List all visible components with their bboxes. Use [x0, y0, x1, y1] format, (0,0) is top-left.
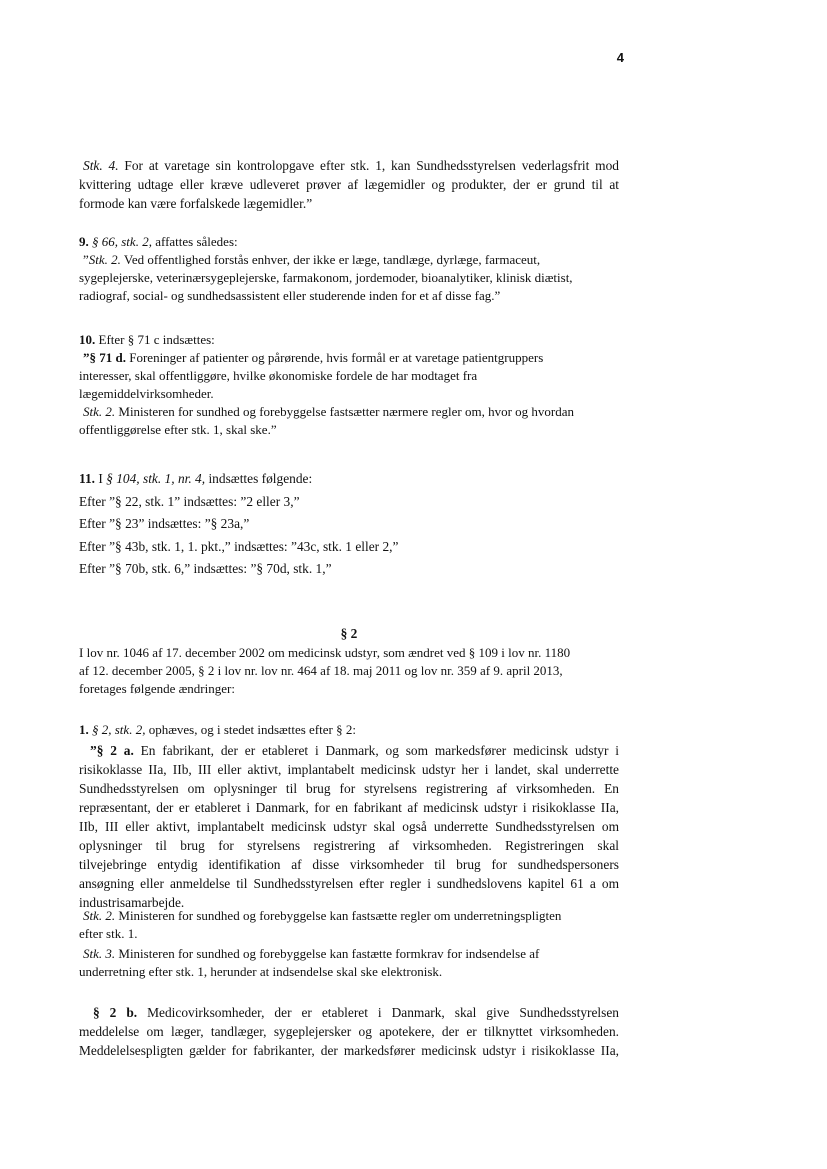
item-11-intro: indsættes følgende: — [205, 471, 313, 486]
s2a-line-3: Sundhedsstyrelsen om oplysninger til brug for styrelsens registrering af virksomheden. En — [79, 781, 619, 796]
item-9-line-2: sygeplejerske, veterinærsygeplejerske, farmakonom, jordemoder, bioanalytiker, klinisk diætist, — [79, 270, 573, 285]
s2a-line-6: oplysninger til brug for styrelsens registrering af virksomheden. Registreringen skal — [79, 838, 619, 853]
s2a-label: ”§ 2 a. — [90, 743, 134, 758]
item-11-line-1: Efter ”§ 22, stk. 1” indsættes: ”2 eller 3,” — [79, 493, 300, 509]
s2a-line-1: En fabrikant, der er etableret i Danmark, og som markedsfører medicinsk udstyr i — [133, 743, 619, 758]
item-10-number: 10. — [79, 332, 96, 347]
item-9-ref: § 66, stk. 2, — [92, 234, 152, 249]
stk4-line-3: formode kan være forfalskede lægemidler.” — [79, 196, 313, 211]
section-2-line-1: I lov nr. 1046 af 17. december 2002 om medicinsk udstyr, som ændret ved § 109 i lov nr. 1180 — [79, 645, 571, 660]
item-10-stk-line-1: Ministeren for sundhed og forebyggelse fastsætter nærmere regler om, hvor og hvordan — [115, 404, 574, 419]
stk4-label: Stk. 4. — [83, 158, 119, 173]
s2-item-1-ref: § 2, stk. 2, — [92, 722, 146, 737]
item-10-stk-label: Stk. 2. — [83, 404, 116, 419]
s2-item-1-intro — [79, 721, 619, 739]
item-10-intro: Efter § 71 c indsættes: — [95, 332, 215, 347]
s2b-label: § 2 b. — [93, 1005, 138, 1020]
stk4-line-2: kvittering udtage eller kræve udleveret prøver af lægemidler og produkter, der er grund til at — [79, 177, 619, 192]
item-11-line-4: Efter ”§ 70b, stk. 6,” indsættes: ”§ 70d, stk. 1,” — [79, 561, 332, 576]
s2a-paragraph — [79, 741, 619, 912]
page-number: 4 — [616, 50, 624, 65]
item-9-intro: affattes således: — [151, 234, 238, 249]
s2a-stk3-label: Stk. 3. — [83, 946, 116, 961]
s2a-line-9: industrisamarbejde. — [79, 895, 185, 910]
s2-item-1-intro-text: ophæves, og i stedet indsættes efter § 2: — [145, 722, 356, 737]
s2-item-1-number: 1. — [79, 722, 89, 737]
item-11-line-3: Efter ”§ 43b, stk. 1, 1. pkt.,” indsættes: ”43c, stk. 1 eller 2,” — [79, 538, 399, 554]
s2b-paragraph — [79, 1003, 619, 1060]
item-10-line-3: lægemiddelvirksomheder. — [79, 386, 214, 401]
item-11-line-2: Efter ”§ 23” indsættes: ”§ 23a,” — [79, 516, 250, 531]
s2a-stk3 — [79, 945, 619, 981]
item-10-para-label: ”§ 71 d. — [83, 350, 126, 365]
s2a-stk2-line-1: Ministeren for sundhed og forebyggelse kan fastsætte regler om underretningspligten — [115, 908, 562, 923]
s2a-line-5: IIb, III eller aktivt, implantabelt medicinsk udstyr skal også underrette Sundhedsstyrelsen om — [79, 819, 619, 834]
stk4-line-1: For at varetage sin kontrolopgave efter stk. 1, kan Sundhedsstyrelsen vederlagsfrit mod — [118, 158, 619, 173]
item-10-line-1: Foreninger af patienter og pårørende, hvis formål er at varetage patientgruppers — [125, 350, 544, 365]
item-9-number: 9. — [79, 234, 89, 249]
s2a-stk2-line-2: efter stk. 1. — [79, 926, 138, 941]
s2b-line-2: meddelelse om læger, tandlæger, sygeplejersker og apotekere, der er tilknyttet virksomheden. — [79, 1024, 619, 1039]
item-9-line-1: Ved offentlighed forstås enhver, der ikke er læge, tandlæge, dyrlæge, farmaceut, — [120, 252, 541, 267]
item-11-number: 11. — [79, 471, 95, 486]
s2a-stk2-label: Stk. 2. — [83, 908, 116, 923]
s2a-stk2 — [79, 907, 619, 943]
item-9-stk-label: Stk. 2. — [88, 252, 121, 267]
item-11 — [79, 468, 619, 581]
item-9-line-3: radiograf, social- og sundhedsassistent eller studerende inden for et af disse fag.” — [79, 288, 501, 303]
s2a-line-7: tilvejebringe entydig identifikation af disse virksomheder til brug for sundhedspersoners — [79, 857, 619, 872]
s2a-line-4: repræsentant, der er etableret i Danmark, for en fabrikant af medicinsk udstyr i risikoklasse IIa, — [79, 800, 619, 815]
stk4-paragraph — [79, 156, 619, 213]
item-11-ref: § 104, stk. 1, nr. 4, — [106, 471, 206, 486]
section-2-line-2: af 12. december 2005, § 2 i lov nr. lov nr. 464 af 18. maj 2011 og lov nr. 359 af 9. april 2013, — [79, 663, 563, 678]
section-2-heading: § 2 — [340, 626, 358, 641]
quote-mark: ” — [83, 252, 89, 267]
item-10 — [79, 331, 619, 439]
item-10-line-2: interesser, skal offentliggøre, hvilke økonomiske fordele de har modtaget fra — [79, 368, 478, 383]
s2b-line-3: Meddelelsespligten gælder for fabrikanter, der markedsfører medicinsk udstyr i risikoklasse IIa, — [79, 1043, 619, 1058]
s2a-stk3-line-1: Ministeren for sundhed og forebyggelse kan fastætte formkrav for indsendelse af — [115, 946, 540, 961]
item-11-pre: I — [95, 471, 107, 486]
s2a-stk3-line-2: underretning efter stk. 1, herunder at indsendelse skal ske elektronisk. — [79, 964, 443, 979]
s2b-line-1: Medicovirksomheder, der er etableret i Danmark, skal give Sundhedsstyrelsen — [137, 1005, 619, 1020]
section-2-line-3: foretages følgende ændringer: — [79, 681, 235, 696]
s2a-line-8: ansøgning eller anmeldelse til Sundhedsstyrelsen efter regler i sundhedslovens kapitel 61 a om — [79, 876, 619, 891]
section-2-intro — [79, 644, 619, 698]
item-9 — [79, 233, 619, 305]
item-10-stk-line-2: offentliggørelse efter stk. 1, skal ske.” — [79, 422, 277, 437]
s2a-line-2: risikoklasse IIa, IIb, III eller aktivt, implantabelt medicinsk udstyr her i landet, skal underrette — [79, 762, 619, 777]
